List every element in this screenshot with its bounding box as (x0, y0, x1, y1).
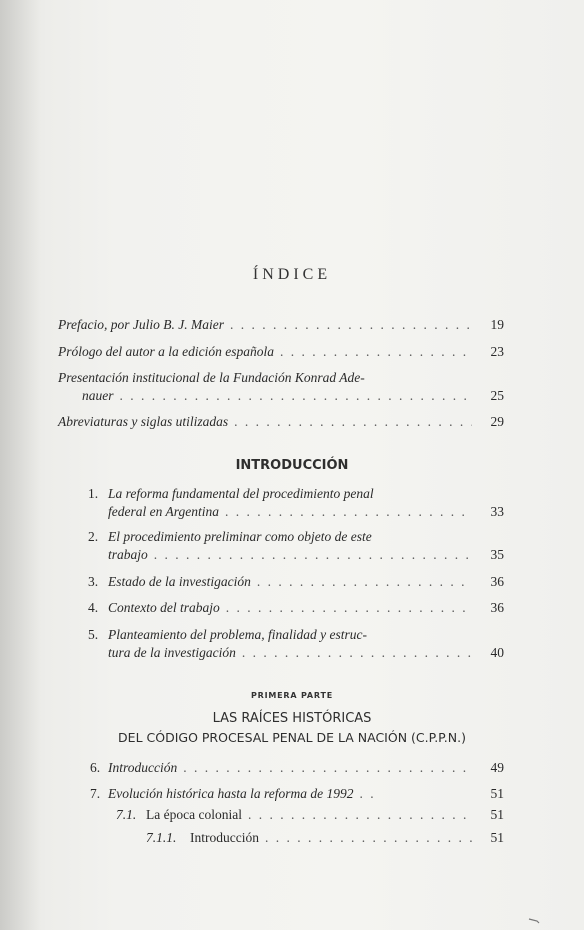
toc-entry-number: 1. (88, 486, 99, 501)
toc-entry-text: Presentación institucional de la Fundación Konrad Ade- (58, 370, 365, 385)
toc-entry-text: La época colonial (146, 807, 242, 822)
toc-entry-number: 5. (88, 627, 99, 642)
leader-dots (248, 806, 472, 824)
leader-dots (280, 343, 472, 361)
leader-dots (234, 413, 472, 431)
leader-dots (359, 785, 373, 803)
leader-dots (226, 599, 472, 617)
toc-entry-number: 7.1. (116, 807, 137, 822)
toc-entry-text-continued: federal en Argentina (108, 504, 219, 519)
toc-entry-text: Estado de la investigación (108, 574, 251, 589)
toc-page-number: 19 (490, 317, 504, 332)
leader-dots (230, 316, 472, 334)
toc-page-number: 51 (490, 830, 504, 845)
toc-entry-text-continued: trabajo (108, 547, 148, 562)
toc-page-number: 29 (490, 414, 504, 429)
part-heading-line2: DEL CÓDIGO PROCESAL PENAL DE LA NACIÓN (C.P.P.N.) (118, 730, 466, 745)
toc-entry-number: 4. (88, 600, 99, 615)
toc-page-number: 36 (490, 600, 504, 615)
toc-entry-text: Abreviaturas y siglas utilizadas (58, 414, 229, 429)
toc-page-number: 25 (490, 388, 504, 403)
toc-entry-text: El procedimiento preliminar como objeto de este (108, 529, 372, 544)
toc-entry-text: La reforma fundamental del procedimiento penal (108, 486, 374, 501)
toc-entry-prologo (58, 343, 504, 361)
toc-entry-abreviaturas (58, 413, 504, 431)
toc-page-number: 49 (490, 760, 504, 775)
toc-entry-text: Contexto del trabajo (108, 600, 220, 615)
toc-page-number: 51 (490, 807, 504, 822)
toc-entry-number: 3. (88, 574, 99, 589)
leader-dots (242, 644, 472, 662)
toc-entry-text-continued: tura de la investigación (108, 645, 236, 660)
toc-entry-text-continued: nauer (82, 388, 114, 403)
toc-entry-number: 7.1.1. (146, 830, 177, 845)
leader-dots (183, 759, 472, 777)
toc-entry-intro-5 (88, 626, 504, 662)
index-title: ÍNDICE (252, 266, 332, 283)
leader-dots (120, 387, 473, 405)
toc-page-number: 33 (490, 504, 504, 519)
toc-entry-text: Planteamiento del problema, finalidad y estruc- (108, 627, 367, 642)
page-corner-mark (528, 918, 540, 924)
part-label: PRIMERA PARTE (250, 691, 333, 700)
toc-page-number: 36 (490, 574, 504, 589)
toc-entry-text: Prólogo del autor a la edición española (58, 344, 274, 359)
toc-entry-text: Prefacio, por Julio B. J. Maier (58, 317, 224, 332)
toc-entry-text: Evolución histórica hasta la reforma de 1992 (108, 786, 354, 801)
toc-entry-number: 7. (90, 786, 101, 801)
toc-entry-intro-2 (88, 528, 504, 564)
leader-dots (154, 546, 472, 564)
toc-page-number: 51 (490, 786, 504, 801)
toc-entry-text: Introducción (190, 830, 259, 845)
introduction-heading: INTRODUCCIÓN (235, 458, 349, 473)
toc-entry-part1-7-1 (116, 806, 504, 824)
toc-entry-part1-6 (90, 759, 504, 777)
toc-entry-intro-3 (88, 573, 504, 591)
toc-page-number: 35 (490, 547, 504, 562)
toc-page-number: 40 (490, 645, 504, 660)
leader-dots (265, 829, 472, 847)
toc-entry-text: Introducción (108, 760, 178, 775)
toc-entry-intro-4 (88, 599, 504, 617)
toc-entry-part1-7-1-1 (146, 829, 504, 847)
toc-entry-intro-1 (88, 485, 504, 521)
part-heading-line1: LAS RAÍCES HISTÓRICAS (212, 711, 372, 726)
toc-entry-part1-7 (90, 785, 504, 803)
toc-entry-presentacion (58, 369, 504, 405)
toc-page-number: 23 (490, 344, 504, 359)
toc-entry-prefacio (58, 316, 504, 334)
toc-entry-number: 2. (88, 529, 99, 544)
leader-dots (257, 573, 472, 591)
toc-entry-number: 6. (90, 760, 101, 775)
leader-dots (225, 503, 472, 521)
